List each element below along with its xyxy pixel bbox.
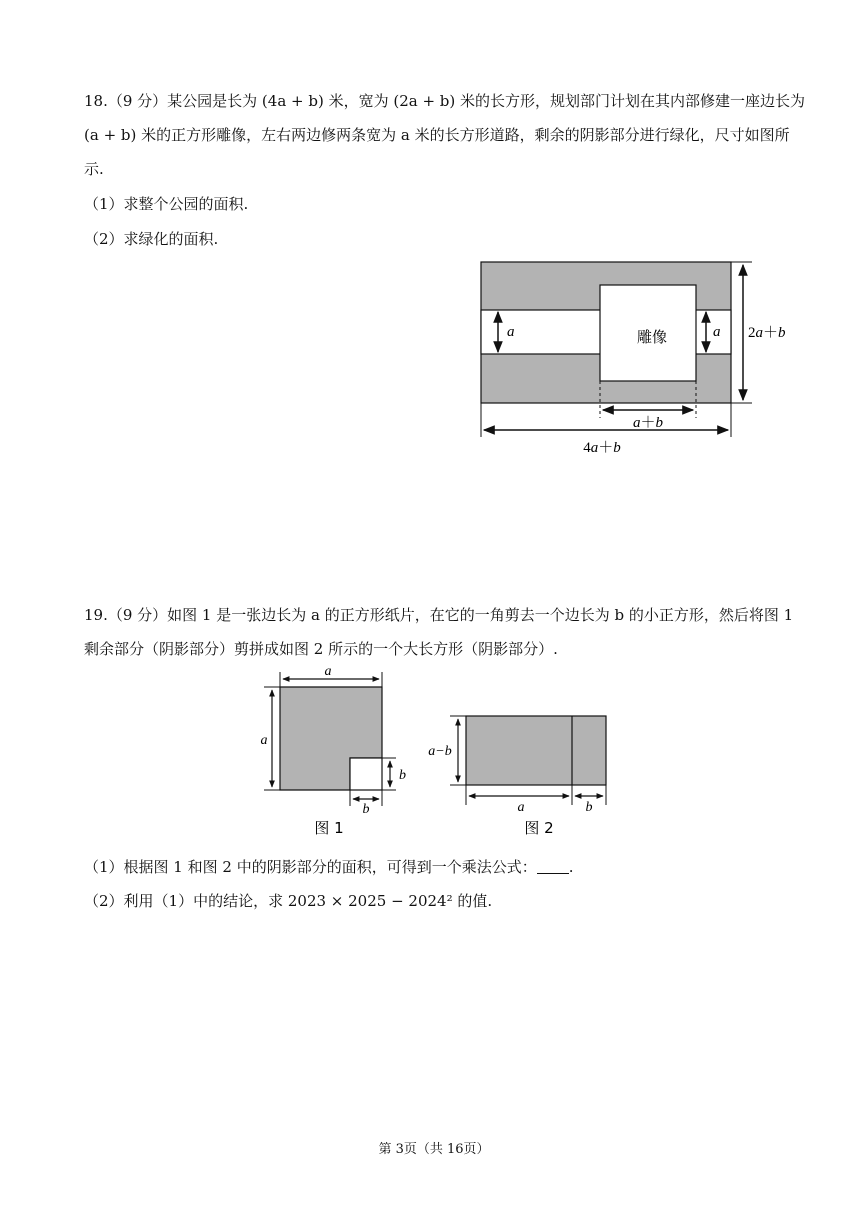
fig1-caption: 图 1 — [314, 819, 344, 837]
page-footer: 第 3页（共 16页） — [378, 1142, 490, 1157]
fig1-left-label: a — [260, 733, 268, 748]
q19-line-1: 19.（9 分）如图 1 是一张边长为 a 的正方形纸片，在它的一角剪去一个边长为 b 的小正方形，然后将图 1 — [84, 606, 794, 624]
fig1-shape — [280, 687, 382, 790]
fig1-right-label: b — [399, 768, 406, 783]
q18-part-1: （1）求整个公园的面积. — [84, 195, 249, 213]
park-width-label: 4a＋b — [583, 440, 621, 456]
fig1-bottom-label: b — [362, 802, 370, 817]
road-width-label-right: a — [713, 324, 721, 340]
statue-label: 雕像 — [636, 328, 668, 346]
park-height-label: 2a＋b — [748, 325, 786, 341]
fig2-left-label: a−b — [428, 744, 452, 759]
q19-part-1 — [84, 856, 574, 877]
q19-part-1-end: . — [568, 858, 574, 876]
road-width-label-left: a — [507, 324, 515, 340]
fig2-bottom-b-label: b — [585, 800, 593, 815]
q18-line-2: (a + b) 米的正方形雕像，左右两边修两条宽为 a 米的长方形道路，剩余的阴影部分进行绿化，尺寸如图所 — [84, 126, 790, 144]
q19-line-2: 剩余部分（阴影部分）剪拼成如图 2 所示的一个大长方形（阴影部分）. — [84, 640, 558, 658]
q18-part-2: （2）求绿化的面积. — [84, 230, 219, 248]
answer-blank — [537, 859, 569, 874]
statue-width-label: a＋b — [632, 415, 664, 431]
fig2-caption: 图 2 — [524, 819, 554, 837]
q19-part-1-text: （1）根据图 1 和图 2 中的阴影部分的面积，可得到一个乘法公式： — [84, 858, 537, 876]
q18-line-1: 18.（9 分）某公园是长为 (4a + b) 米，宽为 (2a + b) 米的长方形，规划部门计划在其内部修建一座边长为 — [84, 92, 806, 110]
fig2-shape — [466, 716, 606, 785]
q18-line-3: 示. — [84, 160, 104, 178]
q19-part-2: （2）利用（1）中的结论，求 2023 × 2025 − 2024² 的值. — [84, 892, 493, 910]
fig2-bottom-a-label: a — [517, 800, 525, 815]
fig1-top-label: a — [324, 664, 332, 679]
